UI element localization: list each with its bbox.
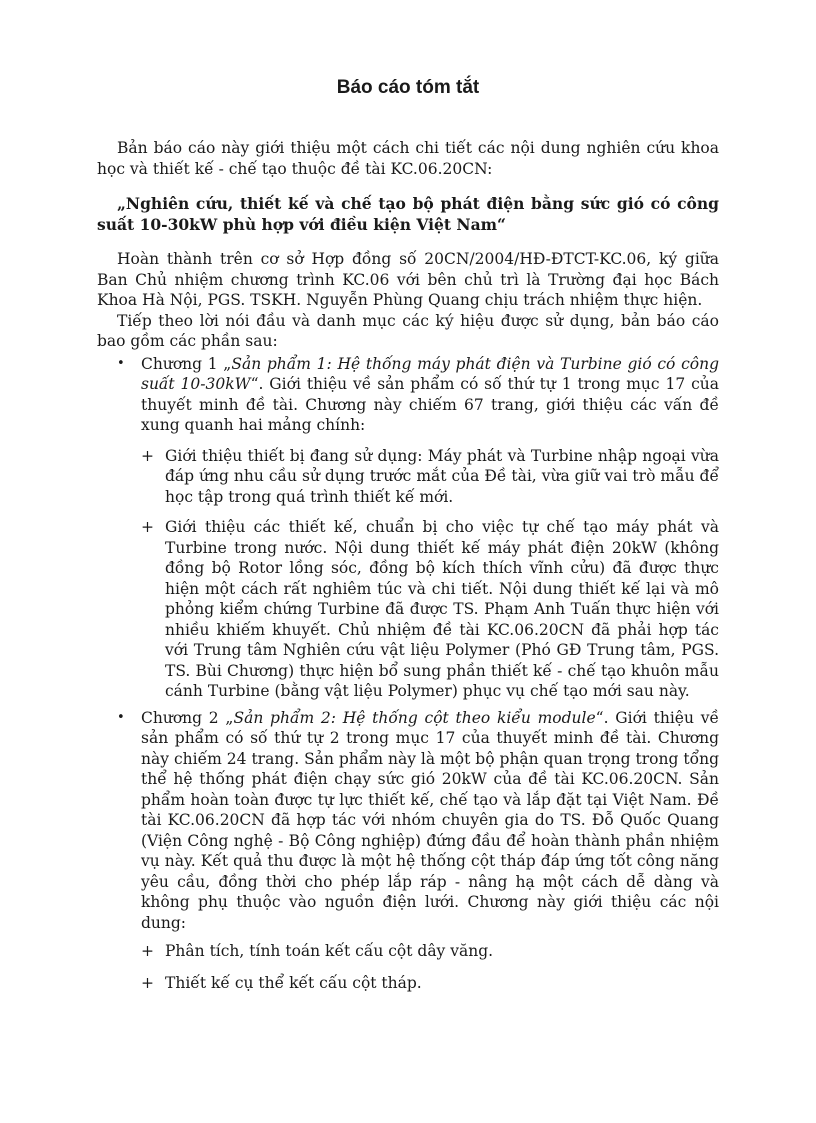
intro-paragraph: Bản báo cáo này giới thiệu một cách chi tiết các nội dung nghiên cứu khoa học và thiết kế - chế tạo thuộc đề tài KC.06.20CN: (97, 139, 719, 178)
sub-item-text: Giới thiệu các thiết kế, chuẩn bị cho việc tự chế tạo máy phát và Turbine trong nước. Nội dung thiết kế máy phát điện 20kW (không đồng bộ Rotor lồng sóc, đồng bộ kích thích vĩnh cửu) đã được thực hiện một cách rất nghiêm túc và chi tiết. Nội dung thiết kế lại và mô phỏng kiểm chứng Turbine đã được TS. Phạm Anh Tuấn thực hiện với nhiều khiếm khuyết. Chủ nhiệm đề tài KC.06.20CN đã phải hợp tác với Trung tâm Nghiên cứu vật liệu Polymer (Phó GĐ Trung tâm, PGS. TS. Bùi Chương) thực hiện bổ sung phần thiết kế - chế tạo khuôn mẫu cánh Turbine (bằng vật liệu Polymer) phục vụ chế tạo mới sau này. (165, 518, 719, 700)
chapter-title: Sản phẩm 2: Hệ thống cột theo kiểu module (233, 708, 596, 727)
sub-item (141, 973, 719, 994)
page-title: Báo cáo tóm tắt (336, 77, 480, 98)
document-body (97, 138, 719, 993)
chapter-lead: Chương 2 „ (141, 708, 234, 727)
plus-icon: + (141, 973, 154, 992)
chapter-description: “. Giới thiệu về sản phẩm có số thứ tự 1 trong mục 17 của thuyết minh đề tài. Chương này chiếm 67 trang, giới thiệu các vấn đề xung quanh hai mảng chính: (141, 375, 719, 434)
sub-item (141, 517, 719, 702)
chapter-title: Sản phẩm 1: Hệ thống máy phát điện và Turbine gió có công suất 10-30kW (141, 354, 719, 393)
sub-item (141, 941, 719, 962)
chapter-1-sublist (141, 446, 719, 702)
contract-paragraph: Hoàn thành trên cơ sở Hợp đồng số 20CN/2004/HĐ-ĐTCT-KC.06, ký giữa Ban Chủ nhiệm chương trình KC.06 với bên chủ trì là Trường đại học Bách Khoa Hà Nội, PGS. TSKH. Nguyễn Phùng Quang chịu trách nhiệm thực hiện. (97, 250, 719, 309)
plus-icon: + (141, 518, 154, 536)
project-title: „Nghiên cứu, thiết kế và chế tạo bộ phát điện bằng sức gió có công suất 10-30kW phù hợp với điều kiện Việt Nam“ (97, 194, 719, 234)
plus-icon: + (141, 942, 154, 960)
contents-paragraph: Tiếp theo lời nói đầu và danh mục các ký hiệu được sử dụng, bản báo cáo bao gồm các phần sau: (97, 311, 719, 350)
chapter-item-1 (97, 354, 719, 702)
sub-item (141, 446, 719, 508)
chapter-list (97, 354, 719, 994)
sub-item-text: Phân tích, tính toán kết cấu cột dây văng. (165, 942, 494, 960)
bullet-icon: • (117, 709, 125, 725)
chapter-description: “. Giới thiệu về sản phẩm có số thứ tự 2 trong mục 17 của thuyết minh đề tài. Chương này chiếm 24 trang. Sản phẩm này là một bộ phận quan trọng trong tổng thể hệ thống phát điện chạy sức gió 20kW của đề tài KC.06.20CN. Sản phẩm hoàn toàn được tự lực thiết kế, chế tạo và lắp đặt tại Việt Nam. Đề tài KC.06.20CN đã hợp tác với nhóm chuyên gia do TS. Đỗ Quốc Quang (Viện Công nghệ - Bộ Công nghiệp) đứng đầu để hoàn thành phần nhiệm vụ này. Kết quả thu được là một hệ thống cột tháp đáp ứng tốt công năng yêu cầu, đồng thời cho phép lắp ráp - nâng hạ một cách dễ dàng và không phụ thuộc vào nguồn điện lưới. Chương này giới thiệu các nội dung: (141, 708, 719, 932)
chapter-item-2 (97, 708, 719, 994)
sub-item-text: Thiết kế cụ thể kết cấu cột tháp. (165, 973, 422, 992)
plus-icon: + (141, 446, 154, 465)
chapter-lead: Chương 1 „ (141, 354, 232, 373)
sub-item-text: Giới thiệu thiết bị đang sử dụng: Máy phát và Turbine nhập ngoại vừa đáp ứng nhu cầu sử dụng trước mắt của Đề tài, vừa giữ vai trò mẫu để học tập trong quá trình thiết kế mới. (165, 446, 719, 506)
chapter-2-sublist (141, 941, 719, 993)
bullet-icon: • (117, 355, 125, 371)
